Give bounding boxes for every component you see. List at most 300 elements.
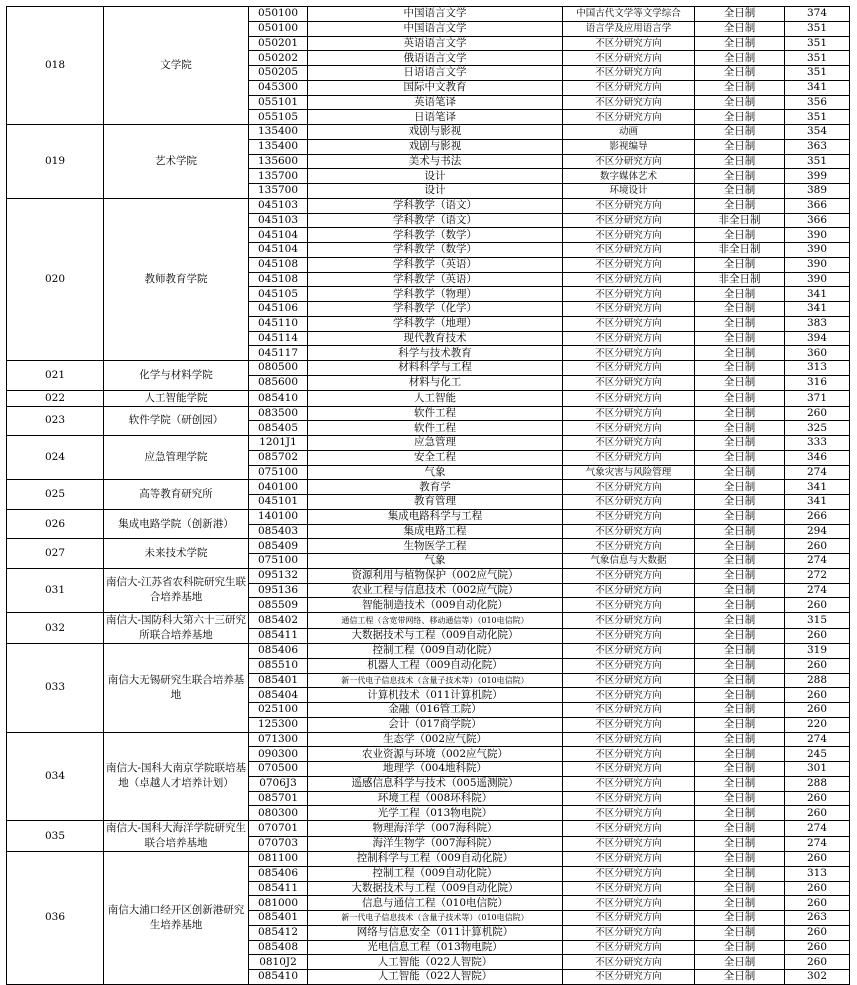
major-code: 1201J1	[249, 436, 308, 451]
major-code: 070701	[249, 821, 308, 837]
research-direction: 不区分研究方向	[563, 955, 695, 970]
major-code: 080500	[249, 361, 308, 376]
major-name: 地理学（004地科院）	[308, 762, 563, 777]
research-direction: 不区分研究方向	[563, 583, 695, 598]
study-mode: 全日制	[695, 480, 785, 495]
study-mode: 全日制	[695, 139, 785, 154]
score-line: 316	[785, 375, 850, 390]
research-direction: 不区分研究方向	[563, 925, 695, 940]
major-code: 135700	[249, 169, 308, 184]
major-name: 学科教学（数学）	[308, 243, 563, 258]
score-line: 374	[785, 7, 850, 22]
research-direction: 不区分研究方向	[563, 940, 695, 955]
major-name: 海洋生物学（007海科院）	[308, 836, 563, 852]
score-line: 260	[785, 955, 850, 970]
research-direction: 不区分研究方向	[563, 406, 695, 421]
major-code: 085401	[249, 673, 308, 688]
study-mode: 全日制	[695, 896, 785, 911]
research-direction: 数字媒体艺术	[563, 169, 695, 184]
score-line: 325	[785, 421, 850, 436]
score-line: 260	[785, 406, 850, 421]
major-code: 071300	[249, 732, 308, 747]
major-name: 学科教学（化学）	[308, 302, 563, 317]
score-line: 263	[785, 911, 850, 926]
study-mode: 非全日制	[695, 243, 785, 258]
college-code: 023	[7, 406, 104, 436]
major-code: 045101	[249, 495, 308, 510]
major-name: 大数据技术与工程（009自动化院）	[308, 628, 563, 644]
study-mode: 全日制	[695, 509, 785, 524]
major-name: 控制工程（009自动化院）	[308, 644, 563, 659]
major-name: 计算机技术（011计算机院）	[308, 688, 563, 703]
major-code: 080300	[249, 806, 308, 821]
major-name: 设计	[308, 184, 563, 199]
research-direction: 不区分研究方向	[563, 732, 695, 747]
study-mode: 全日制	[695, 688, 785, 703]
research-direction: 不区分研究方向	[563, 524, 695, 539]
study-mode: 全日制	[695, 776, 785, 791]
score-line: 272	[785, 568, 850, 583]
major-name: 网络与信息安全（011计算机院）	[308, 925, 563, 940]
study-mode: 全日制	[695, 732, 785, 747]
research-direction: 不区分研究方向	[563, 866, 695, 881]
major-code: 045110	[249, 316, 308, 331]
major-code: 085406	[249, 644, 308, 659]
score-line: 371	[785, 390, 850, 406]
research-direction: 不区分研究方向	[563, 243, 695, 258]
score-line: 220	[785, 717, 850, 732]
study-mode: 全日制	[695, 169, 785, 184]
study-mode: 非全日制	[695, 272, 785, 287]
score-line: 274	[785, 836, 850, 852]
score-line: 394	[785, 331, 850, 346]
major-name: 集成电路工程	[308, 524, 563, 539]
major-name: 材料与化工	[308, 375, 563, 390]
major-name: 中国语言文学	[308, 21, 563, 36]
major-name: 新一代电子信息技术（含量子技术等）（010电信院）	[308, 673, 563, 688]
major-code: 095136	[249, 583, 308, 598]
college-code: 035	[7, 821, 104, 852]
major-code: 083500	[249, 406, 308, 421]
major-name: 应急管理	[308, 436, 563, 451]
score-line: 399	[785, 169, 850, 184]
major-code: 075100	[249, 465, 308, 480]
study-mode: 全日制	[695, 495, 785, 510]
major-name: 资源利用与植物保护（002应气院）	[308, 568, 563, 583]
major-code: 050201	[249, 36, 308, 51]
study-mode: 全日制	[695, 125, 785, 140]
major-name: 农业资源与环境（002应气院）	[308, 747, 563, 762]
study-mode: 全日制	[695, 821, 785, 837]
major-name: 遥感信息科学与技术（005遥测院）	[308, 776, 563, 791]
research-direction: 不区分研究方向	[563, 495, 695, 510]
college-name: 应急管理学院	[104, 436, 249, 480]
college-code: 036	[7, 852, 104, 985]
major-code: 135400	[249, 139, 308, 154]
research-direction: 不区分研究方向	[563, 644, 695, 659]
research-direction: 不区分研究方向	[563, 970, 695, 985]
research-direction: 不区分研究方向	[563, 80, 695, 95]
college-code: 018	[7, 7, 104, 125]
table-row	[7, 436, 850, 451]
table-row	[7, 539, 850, 554]
study-mode: 全日制	[695, 21, 785, 36]
research-direction: 环境设计	[563, 184, 695, 199]
study-mode: 全日制	[695, 287, 785, 302]
major-code: 070500	[249, 762, 308, 777]
research-direction: 不区分研究方向	[563, 762, 695, 777]
major-name: 学科教学（语文）	[308, 213, 563, 228]
college-name: 集成电路学院（创新港）	[104, 509, 249, 539]
college-code: 033	[7, 644, 104, 733]
major-code: 085702	[249, 450, 308, 465]
research-direction: 不区分研究方向	[563, 896, 695, 911]
study-mode: 全日制	[695, 51, 785, 66]
research-direction: 不区分研究方向	[563, 316, 695, 331]
research-direction: 语言学及应用语言学	[563, 21, 695, 36]
major-code: 085509	[249, 598, 308, 613]
research-direction: 不区分研究方向	[563, 539, 695, 554]
score-line: 260	[785, 925, 850, 940]
table-row	[7, 361, 850, 376]
study-mode: 全日制	[695, 198, 785, 213]
major-code: 135400	[249, 125, 308, 140]
study-mode: 全日制	[695, 95, 785, 110]
research-direction: 不区分研究方向	[563, 450, 695, 465]
major-name: 软件工程	[308, 421, 563, 436]
major-name: 日语笔译	[308, 110, 563, 125]
research-direction: 不区分研究方向	[563, 213, 695, 228]
research-direction: 气象灾害与风险管理	[563, 465, 695, 480]
major-code: 050202	[249, 51, 308, 66]
major-code: 085410	[249, 970, 308, 985]
major-code: 025100	[249, 703, 308, 718]
research-direction: 不区分研究方向	[563, 480, 695, 495]
college-name: 南信大-国防科大第六十三研究所联合培养基地	[104, 613, 249, 644]
major-name: 新一代电子信息技术（含量子技术等）（010电信院）	[308, 911, 563, 926]
score-line: 274	[785, 583, 850, 598]
college-name: 人工智能学院	[104, 390, 249, 406]
research-direction: 不区分研究方向	[563, 911, 695, 926]
research-direction: 不区分研究方向	[563, 228, 695, 243]
study-mode: 全日制	[695, 465, 785, 480]
score-line: 351	[785, 36, 850, 51]
research-direction: 不区分研究方向	[563, 791, 695, 806]
major-code: 135700	[249, 184, 308, 199]
table-row	[7, 390, 850, 406]
score-line: 260	[785, 940, 850, 955]
research-direction: 不区分研究方向	[563, 658, 695, 673]
study-mode: 全日制	[695, 554, 785, 569]
research-direction: 不区分研究方向	[563, 836, 695, 852]
major-name: 物理海洋学（007海科院）	[308, 821, 563, 837]
study-mode: 全日制	[695, 644, 785, 659]
major-code: 125300	[249, 717, 308, 732]
table-row	[7, 613, 850, 629]
major-name: 金融（016管工院）	[308, 703, 563, 718]
research-direction: 不区分研究方向	[563, 51, 695, 66]
major-code: 045104	[249, 228, 308, 243]
score-line: 356	[785, 95, 850, 110]
major-code: 045114	[249, 331, 308, 346]
major-name: 学科教学（语文）	[308, 198, 563, 213]
major-code: 085510	[249, 658, 308, 673]
score-line: 245	[785, 747, 850, 762]
study-mode: 全日制	[695, 361, 785, 376]
score-line: 341	[785, 480, 850, 495]
major-name: 美术与书法	[308, 154, 563, 169]
major-name: 人工智能	[308, 390, 563, 406]
research-direction: 不区分研究方向	[563, 36, 695, 51]
college-name: 高等教育研究所	[104, 480, 249, 510]
major-name: 材料科学与工程	[308, 361, 563, 376]
study-mode: 全日制	[695, 881, 785, 896]
major-code: 085401	[249, 911, 308, 926]
major-name: 科学与技术教育	[308, 346, 563, 361]
study-mode: 全日制	[695, 7, 785, 22]
study-mode: 全日制	[695, 806, 785, 821]
major-name: 人工智能（022人智院）	[308, 970, 563, 985]
research-direction: 不区分研究方向	[563, 375, 695, 390]
research-direction: 不区分研究方向	[563, 568, 695, 583]
research-direction: 不区分研究方向	[563, 852, 695, 867]
major-code: 085600	[249, 375, 308, 390]
study-mode: 全日制	[695, 450, 785, 465]
score-line: 351	[785, 110, 850, 125]
score-line: 260	[785, 896, 850, 911]
research-direction: 不区分研究方向	[563, 198, 695, 213]
score-line: 341	[785, 302, 850, 317]
score-line: 390	[785, 272, 850, 287]
study-mode: 全日制	[695, 598, 785, 613]
major-code: 085409	[249, 539, 308, 554]
major-name: 中国语言文学	[308, 7, 563, 22]
major-name: 集成电路科学与工程	[308, 509, 563, 524]
major-name: 教育学	[308, 480, 563, 495]
research-direction: 不区分研究方向	[563, 717, 695, 732]
college-code: 020	[7, 198, 104, 360]
major-code: 090300	[249, 747, 308, 762]
college-code: 026	[7, 509, 104, 539]
major-code: 050100	[249, 7, 308, 22]
study-mode: 全日制	[695, 911, 785, 926]
major-code: 085411	[249, 881, 308, 896]
study-mode: 全日制	[695, 852, 785, 867]
study-mode: 全日制	[695, 66, 785, 81]
table-row	[7, 852, 850, 867]
study-mode: 全日制	[695, 228, 785, 243]
research-direction: 不区分研究方向	[563, 110, 695, 125]
major-code: 085412	[249, 925, 308, 940]
major-code: 081000	[249, 896, 308, 911]
study-mode: 全日制	[695, 80, 785, 95]
major-code: 045103	[249, 213, 308, 228]
research-direction: 不区分研究方向	[563, 806, 695, 821]
major-name: 光学工程（013物电院）	[308, 806, 563, 821]
major-name: 英语笔译	[308, 95, 563, 110]
research-direction: 不区分研究方向	[563, 257, 695, 272]
research-direction: 不区分研究方向	[563, 421, 695, 436]
college-code: 027	[7, 539, 104, 569]
college-code: 024	[7, 436, 104, 480]
major-code: 045104	[249, 243, 308, 258]
study-mode: 全日制	[695, 658, 785, 673]
research-direction: 不区分研究方向	[563, 881, 695, 896]
score-line: 274	[785, 732, 850, 747]
major-name: 学科教学（英语）	[308, 257, 563, 272]
research-direction: 不区分研究方向	[563, 598, 695, 613]
major-name: 设计	[308, 169, 563, 184]
score-line: 341	[785, 495, 850, 510]
major-name: 英语语言文学	[308, 36, 563, 51]
research-direction: 不区分研究方向	[563, 776, 695, 791]
research-direction: 不区分研究方向	[563, 703, 695, 718]
score-line: 260	[785, 539, 850, 554]
college-name: 南信大浦口经开区创新港研究生培养基地	[104, 852, 249, 985]
major-name: 日语语言文学	[308, 66, 563, 81]
major-name: 农业工程与信息技术（002应气院）	[308, 583, 563, 598]
score-line: 351	[785, 154, 850, 169]
major-name: 软件工程	[308, 406, 563, 421]
study-mode: 全日制	[695, 866, 785, 881]
research-direction: 不区分研究方向	[563, 747, 695, 762]
research-direction: 不区分研究方向	[563, 66, 695, 81]
college-name: 未来技术学院	[104, 539, 249, 569]
major-name: 光电信息工程（013物电院）	[308, 940, 563, 955]
major-code: 140100	[249, 509, 308, 524]
major-name: 戏剧与影视	[308, 139, 563, 154]
major-code: 055105	[249, 110, 308, 125]
major-name: 学科教学（地理）	[308, 316, 563, 331]
major-code: 085701	[249, 791, 308, 806]
research-direction: 不区分研究方向	[563, 628, 695, 644]
study-mode: 全日制	[695, 257, 785, 272]
college-name: 软件学院（研创园）	[104, 406, 249, 436]
major-name: 机器人工程（009自动化院）	[308, 658, 563, 673]
score-line: 294	[785, 524, 850, 539]
research-direction: 不区分研究方向	[563, 673, 695, 688]
study-mode: 全日制	[695, 583, 785, 598]
study-mode: 全日制	[695, 436, 785, 451]
college-code: 034	[7, 732, 104, 821]
score-line: 390	[785, 228, 850, 243]
major-code: 081100	[249, 852, 308, 867]
major-name: 学科教学（英语）	[308, 272, 563, 287]
major-code: 085403	[249, 524, 308, 539]
research-direction: 不区分研究方向	[563, 613, 695, 629]
score-line: 260	[785, 658, 850, 673]
major-code: 045106	[249, 302, 308, 317]
college-name: 文学院	[104, 7, 249, 125]
table-row	[7, 568, 850, 583]
study-mode: 全日制	[695, 346, 785, 361]
score-line: 341	[785, 287, 850, 302]
research-direction: 气象信息与大数据	[563, 554, 695, 569]
table-row	[7, 125, 850, 140]
study-mode: 全日制	[695, 316, 785, 331]
major-name: 人工智能（022人智院）	[308, 955, 563, 970]
research-direction: 不区分研究方向	[563, 390, 695, 406]
major-code: 085406	[249, 866, 308, 881]
score-line: 260	[785, 703, 850, 718]
major-code: 075100	[249, 554, 308, 569]
college-name: 化学与材料学院	[104, 361, 249, 391]
major-code: 135600	[249, 154, 308, 169]
study-mode: 全日制	[695, 925, 785, 940]
study-mode: 全日制	[695, 791, 785, 806]
score-line: 351	[785, 51, 850, 66]
study-mode: 全日制	[695, 524, 785, 539]
major-name: 俄语语言文学	[308, 51, 563, 66]
score-line: 346	[785, 450, 850, 465]
score-line: 313	[785, 361, 850, 376]
score-line: 389	[785, 184, 850, 199]
major-name: 生物医学工程	[308, 539, 563, 554]
study-mode: 全日制	[695, 406, 785, 421]
research-direction: 不区分研究方向	[563, 688, 695, 703]
research-direction: 不区分研究方向	[563, 272, 695, 287]
score-line: 333	[785, 436, 850, 451]
study-mode: 全日制	[695, 421, 785, 436]
score-line: 341	[785, 80, 850, 95]
major-name: 学科教学（数学）	[308, 228, 563, 243]
study-mode: 全日制	[695, 331, 785, 346]
study-mode: 全日制	[695, 703, 785, 718]
major-name: 控制科学与工程（009自动化院）	[308, 852, 563, 867]
score-line: 260	[785, 791, 850, 806]
score-line: 366	[785, 213, 850, 228]
major-name: 会计（017商学院）	[308, 717, 563, 732]
score-line: 363	[785, 139, 850, 154]
research-direction: 中国古代文学等文学综合	[563, 7, 695, 22]
major-code: 085404	[249, 688, 308, 703]
college-name: 南信大-江苏省农科院研究生联合培养基地	[104, 568, 249, 612]
major-code: 045108	[249, 257, 308, 272]
score-line: 313	[785, 866, 850, 881]
score-line: 390	[785, 243, 850, 258]
score-line: 266	[785, 509, 850, 524]
study-mode: 全日制	[695, 940, 785, 955]
major-code: 085411	[249, 628, 308, 644]
study-mode: 全日制	[695, 747, 785, 762]
major-code: 055101	[249, 95, 308, 110]
research-direction: 不区分研究方向	[563, 154, 695, 169]
score-line: 260	[785, 688, 850, 703]
table-row	[7, 644, 850, 659]
score-line: 260	[785, 852, 850, 867]
college-code: 022	[7, 390, 104, 406]
college-name: 南信大-国科大海洋学院研究生联合培养基地	[104, 821, 249, 852]
research-direction: 不区分研究方向	[563, 346, 695, 361]
score-line: 288	[785, 673, 850, 688]
score-line: 315	[785, 613, 850, 629]
score-line: 260	[785, 881, 850, 896]
major-name: 大数据技术与工程（009自动化院）	[308, 881, 563, 896]
study-mode: 全日制	[695, 36, 785, 51]
study-mode: 全日制	[695, 568, 785, 583]
college-name: 南信大无锡研究生联合培养基地	[104, 644, 249, 733]
major-code: 0706J3	[249, 776, 308, 791]
major-name: 气象	[308, 465, 563, 480]
study-mode: 全日制	[695, 110, 785, 125]
major-name: 生态学（002应气院）	[308, 732, 563, 747]
study-mode: 全日制	[695, 836, 785, 852]
major-name: 通信工程（含宽带网络、移动通信等）（010电信院）	[308, 613, 563, 629]
study-mode: 非全日制	[695, 213, 785, 228]
major-code: 045108	[249, 272, 308, 287]
table-row	[7, 821, 850, 837]
score-line: 354	[785, 125, 850, 140]
